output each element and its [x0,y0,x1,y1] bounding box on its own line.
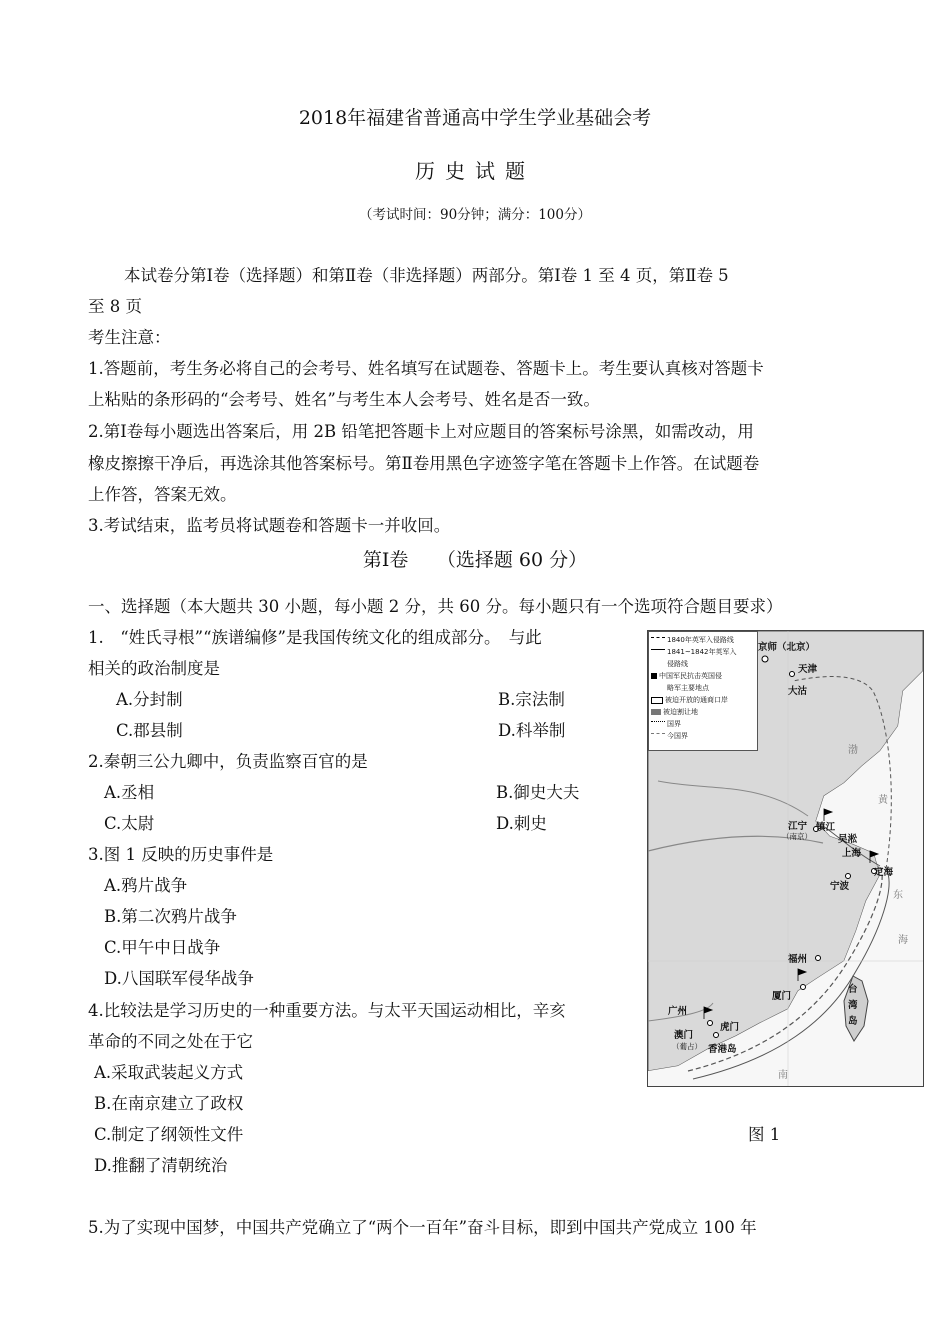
question-2-option-d: D.刺史 [496,814,547,833]
city-marker [816,956,821,961]
sea-label: 渤 [848,745,858,756]
exam-time-info: （考试时间：90分钟；满分：100分） [359,207,591,223]
city-label-zhenjiang: 镇江 [816,822,836,833]
figure-caption: 图 1 [748,1125,781,1144]
note-line: 橡皮擦擦干净后，再选涂其他答案标号。第Ⅱ卷用黑色字迹签字笔在答题卡上作答。在试题卷 [88,454,760,473]
note-line: 2.第Ⅰ卷每小题选出答案后，用 2B 铅笔把答题卡上对应题目的答案标号涂黑，如需改动，用 [88,422,754,441]
city-label-xiamen: 厦门 [772,991,792,1002]
city-marker [762,656,768,662]
question-1-option-d: D.科举制 [498,721,566,740]
section-instruction: 一、选择题（本大题共 30 小题，每小题 2 分，共 60 分。每小题只有一个选项符合题目要求） [88,597,783,616]
question-2-stem: 2.秦朝三公九卿中，负责监察百官的是 [88,752,368,771]
legend-item: 略军主要地点 [667,684,709,692]
note-line: 上作答，答案无效。 [88,485,237,504]
sea-label: 东 [893,890,903,901]
city-label-ningbo: 宁波 [830,881,850,892]
island-label: 湾 [848,1000,858,1011]
note-line: 上粘贴的条形码的“会考号、姓名”与考生本人会考号、姓名是否一致。 [88,390,600,409]
question-3-option-c: C.甲午中日战争 [104,938,221,957]
question-1-option-a: A.分封制 [116,690,183,709]
section-title: 第Ⅰ卷 （选择题 60 分） [362,549,588,571]
sea-label: 海 [898,935,908,946]
opium-war-map [647,630,924,1087]
sea-label: 南 [778,1070,788,1081]
question-4-option-b: B.在南京建立了政权 [94,1094,244,1113]
question-1-option-c: C.郡县制 [116,721,183,740]
city-label-tianjin: 天津 [798,664,818,675]
city-label-guangzhou: 广州 [668,1006,688,1017]
city-label-jiangning: 江宁 [788,821,808,832]
city-label-dagu: 大沽 [788,686,808,697]
legend-item: 国界 [651,719,681,729]
city-label-wusong: 吴淞 [838,834,858,845]
legend-item: 中国军民抗击英国侵 [651,671,722,681]
question-3-option-d: D.八国联军侵华战争 [104,969,254,988]
city-label-fuzhou: 福州 [788,954,808,965]
question-4-option-c: C.制定了纲领性文件 [94,1125,244,1144]
city-label-aomen: 澳门 [674,1030,694,1041]
city-marker [801,985,806,990]
legend-item: 被迫割让地 [651,707,698,717]
city-label-shanghai: 上海 [842,848,862,859]
map-legend [648,631,758,751]
exam-title: 2018年福建省普通高中学生学业基础会考 [298,107,652,129]
intro-line-1: 本试卷分第Ⅰ卷（选择题）和第Ⅱ卷（非选择题）两部分。第Ⅰ卷 1 至 4 页，第Ⅱ卷 5 [124,266,729,285]
city-label-xianggang: 香港岛 [708,1044,737,1055]
intro-line-2: 至 8 页 [88,297,142,316]
question-4-option-d: D.推翻了清朝统治 [94,1156,228,1175]
question-4-option-a: A.采取武装起义方式 [94,1063,244,1082]
legend-item: 侵路线 [667,660,688,668]
question-2-option-a: A.丞相 [104,783,155,802]
question-3-option-a: A.鸦片战争 [104,876,188,895]
question-1-stem-cont: 相关的政治制度是 [88,659,220,678]
island-label: 岛 [848,1016,858,1027]
city-label-aomen-sub: （葡占） [672,1042,702,1051]
question-5-stem: 5.为了实现中国梦，中国共产党确立了“两个一百年”奋斗目标，即到中国共产党成立 100 年 [88,1218,757,1237]
city-label-humen: 虎门 [720,1022,740,1033]
city-marker [708,1021,713,1026]
legend-item: 今国界 [651,731,688,741]
city-marker [790,672,795,677]
city-label-dinghai: 定海 [874,867,894,878]
question-2-option-c: C.太尉 [104,814,155,833]
exam-subject: 历史试题 [415,159,535,183]
question-1-stem: 1. “姓氏寻根”“族谱编修”是我国传统文化的组成部分。 与此 [88,628,542,647]
question-1-option-b: B.宗法制 [498,690,565,709]
legend-item: 1841~1842年英军入 [651,647,737,657]
city-label-nanjing: （南京） [782,832,812,841]
island-label: 台 [848,984,858,995]
question-2-option-b: B.御史大夫 [496,783,580,802]
note-line: 3.考试结束，监考员将试题卷和答题卡一并收回。 [88,516,451,535]
city-marker [714,1033,719,1038]
sea-label: 黄 [878,795,888,806]
notice-title: 考生注意： [88,328,171,347]
question-3-option-b: B.第二次鸦片战争 [104,907,237,926]
legend-item: 被迫开放的通商口岸 [651,695,728,705]
question-4-stem-cont: 革命的不同之处在于它 [88,1032,253,1051]
legend-item: 1840年英军入侵路线 [651,635,734,645]
question-3-stem: 3.图 1 反映的历史事件是 [88,845,274,864]
question-4-stem: 4.比较法是学习历史的一种重要方法。与太平天国运动相比，辛亥 [88,1001,566,1020]
city-label-jingshi: 京师（北京） [758,642,816,653]
note-line: 1.答题前，考生务必将自己的会考号、姓名填写在试题卷、答题卡上。考生要认真核对答题卡 [88,359,764,378]
